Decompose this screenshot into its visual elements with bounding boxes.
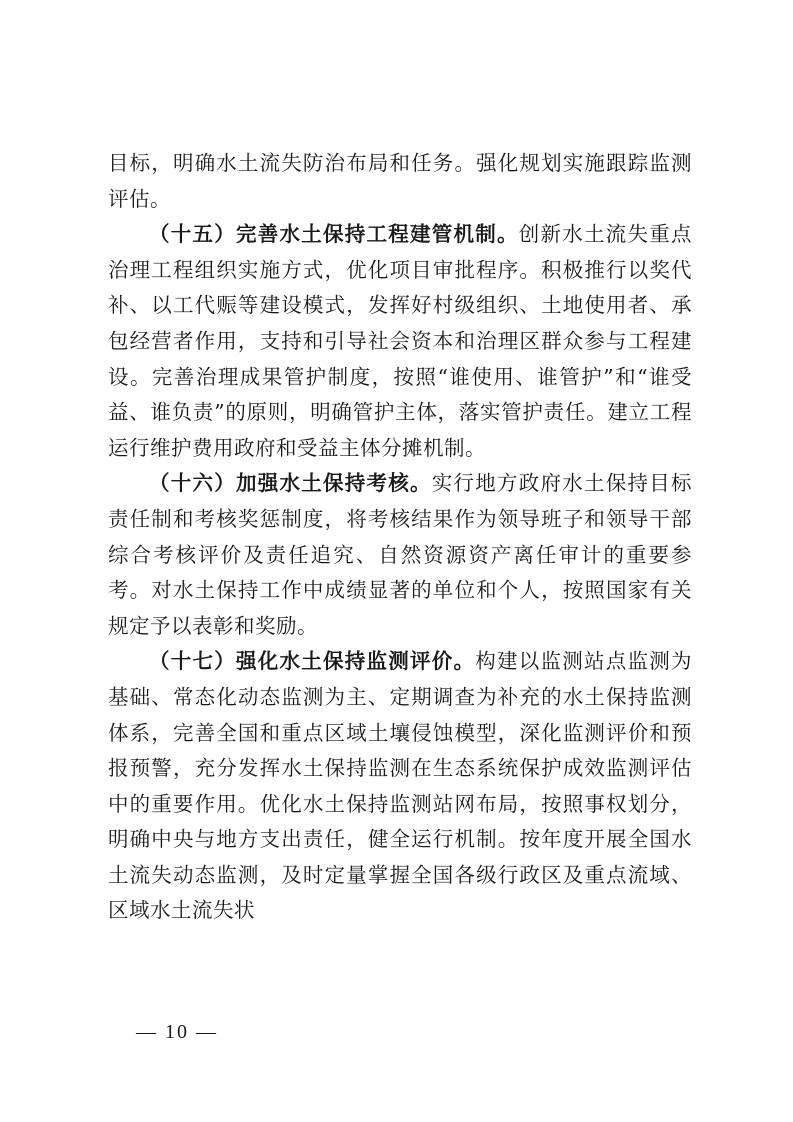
paragraph-continued	[108, 146, 692, 217]
section-heading: （十五）完善水土保持工程建管机制。	[149, 222, 519, 247]
paragraph-text: 构建以监测站点监测为基础、常态化动态监测为主、定期调查为补充的水土保持监测体系，完善全国和重点区域土壤侵蚀模型，深化监测评价和预报预警，充分发挥水土保持监测在生态系统保护成效监测评估中的重要作用。优化水土保持监测站网布局，按照事权划分，明确中央与地方支出责任，健全运行机制。按年度开展全国水土流失动态监测，及时定量掌握全国各级行政区及重点流域、区域水土流失状	[108, 649, 692, 923]
paragraph-section-16	[108, 466, 692, 644]
page-number: — 10 —	[136, 1021, 218, 1043]
section-heading: （十六）加强水土保持考核。	[149, 471, 432, 496]
paragraph-text: 创新水土流失重点治理工程组织实施方式，优化项目审批程序。积极推行以奖代补、以工代赈等建设模式，发挥好村级组织、土地使用者、承包经营者作用，支持和引导社会资本和治理区群众参与工程建设。完善治理成果管护制度，按照“谁使用、谁管护”和“谁受益、谁负责”的原则，明确管护主体，落实管护责任。建立工程运行维护费用政府和受益主体分摊机制。	[108, 222, 692, 460]
paragraph-section-15	[108, 217, 692, 466]
paragraph-text: 目标，明确水土流失防治布局和任务。强化规划实施跟踪监测评估。	[108, 151, 692, 211]
paragraph-section-17	[108, 644, 692, 929]
document-body	[108, 146, 692, 929]
section-heading: （十七）强化水土保持监测评价。	[149, 649, 476, 674]
paragraph-text: 实行地方政府水土保持目标责任制和考核奖惩制度，将考核结果作为领导班子和领导干部综合考核评价及责任追究、自然资源资产离任审计的重要参考。对水土保持工作中成绩显著的单位和个人，按照国家有关规定予以表彰和奖励。	[108, 471, 692, 638]
